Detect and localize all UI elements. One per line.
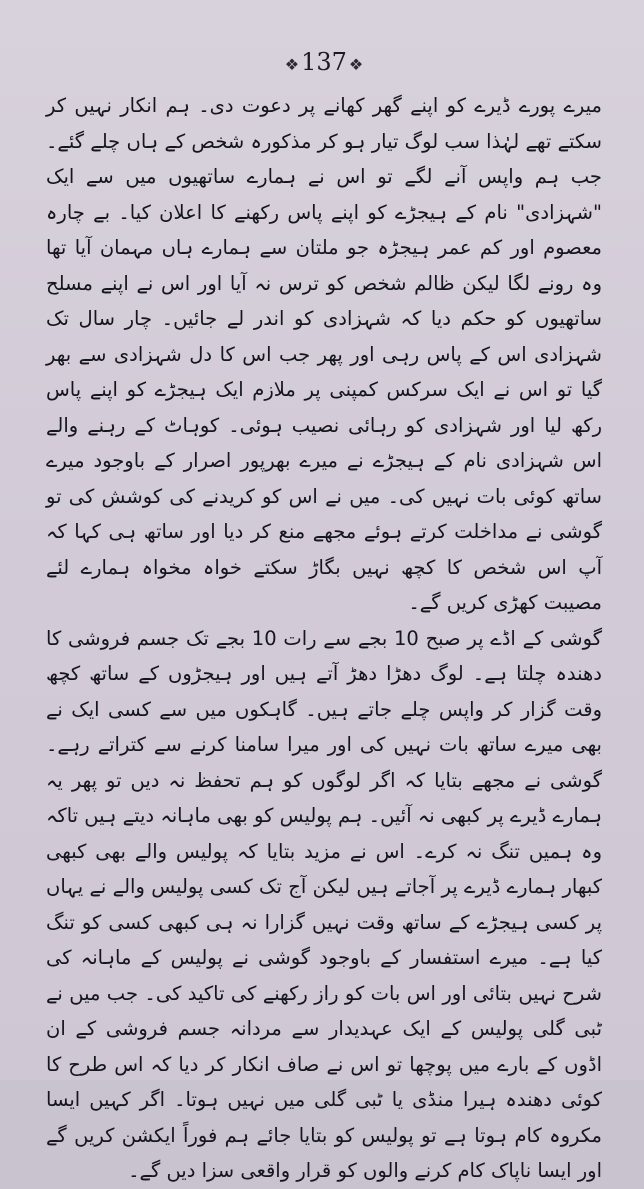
paragraph-1: میرے پورے ڈیرے کو اپنے گھر کھانے پر دعوت دی۔ ہم انکار نہیں کر سکتے تھے لہٰذا سب لوگ تیار ہو کر مذکورہ شخص کے ہاں چلے گئے۔ جب ہم واپس آنے لگے تو اس نے ہمارے ساتھیوں میں سے ایک "شہزادی" نام کے ہیجڑے کو اپنے پاس رکھنے کا اعلان کیا۔ بے چارہ معصوم اور کم عمر ہیجڑہ جو ملتان سے ہمارے ہاں مہمان آیا تھا وہ رونے لگا لیکن ظالم شخص کو ترس نہ آیا اور اس نے اپنے مسلح ساتھیوں کو حکم دیا کہ شہزادی کو اندر لے جائیں۔ چار سال تک شہزادی اس کے پاس رہی اور پھر جب اس کا دل شہزادی سے بھر گیا تو اس نے ایک سرکس کمپنی پر ملازم ایک ہیجڑے کو اپنے پاس رکھ لیا اور شہزادی کو رہائی نصیب ہوئی۔ کوہاٹ کے رہنے والے اس شہزادی نام کے ہیجڑے نے میرے بھرپور اصرار کے باوجود میرے ساتھ کوئی بات نہیں کی۔ میں نے اس کو کریدنے کی کوشش کی تو گوشی نے مداخلت کرتے ہوئے مجھے منع کر دیا اور ساتھ ہی کہا کہ آپ اس شخص کا کچھ نہیں بگاڑ سکتے خواہ مخواہ ہمارے لئے مصیبت کھڑی کریں گے۔ (46, 94, 602, 614)
page-number-header (46, 48, 602, 76)
ornament-left-icon: ❖ (284, 55, 300, 74)
ornament-right-icon: ❖ (348, 55, 364, 74)
body-text (46, 88, 602, 1189)
page-number: 137 (301, 48, 347, 76)
paragraph-2: گوشی کے اڈے پر صبح 10 بجے سے رات 10 بجے تک جسم فروشی کا دھندہ چلتا ہے۔ لوگ دھڑا دھڑ آتے ہیں اور ہیجڑوں کے ساتھ کچھ وقت گزار کر واپس چلے جاتے ہیں۔ گاہکوں میں سے کسی ایک نے بھی میرے ساتھ بات نہیں کی اور میرا سامنا کرنے سے کتراتے رہے۔ گوشی نے مجھے بتایا کہ اگر لوگوں کو ہم تحفظ نہ دیں تو پھر یہ ہمارے ڈیرے پر کبھی نہ آئیں۔ ہم پولیس کو بھی ماہانہ دیتے ہیں تاکہ وہ ہمیں تنگ نہ کرے۔ اس نے مزید بتایا کہ پولیس والے بھی کبھی کبھار ہمارے ڈیرے پر آجاتے ہیں لیکن آج تک کسی پولیس والے نے یہاں پر کسی ہیجڑے کے ساتھ وقت نہیں گزارا نہ ہی کبھی کسی کو تنگ کیا ہے۔ میرے استفسار کے باوجود گوشی نے پولیس کے ماہانہ کی شرح نہیں بتائی اور اس بات کو راز رکھنے کی تاکید کی۔ جب میں نے ٹبی گلی پولیس کے ایک عہدیدار سے مردانہ جسم فروشی کے ان اڈوں کے بارے میں پوچھا تو اس نے صاف انکار کر دیا کہ اس طرح کا کوئی دھندہ ہیرا منڈی یا ٹبی گلی میں نہیں ہوتا۔ اگر کہیں ایسا مکروہ کام ہوتا ہے تو پولیس کو بتایا جائے ہم فوراً ایکشن کریں گے اور ایسا ناپاک کام کرنے والوں کو قرار واقعی سزا دیں گے۔ (46, 626, 602, 1182)
